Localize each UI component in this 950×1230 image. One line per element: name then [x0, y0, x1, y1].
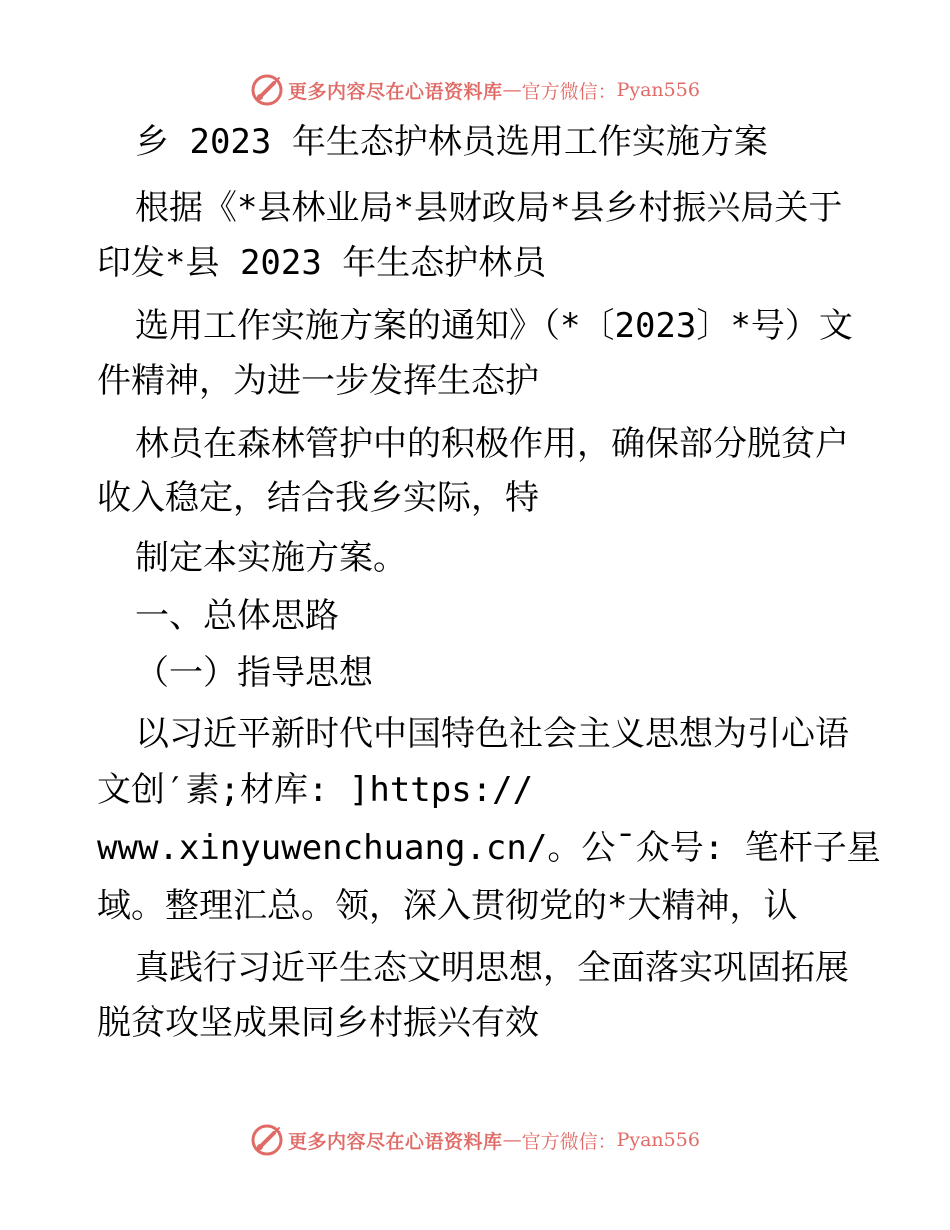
paragraph-line: 收入稳定，结合我乡实际，特 [97, 478, 539, 518]
paragraph-line: 真践行习近平生态文明思想，全面落实巩固拓展 [135, 948, 849, 988]
section-heading: 一、总体思路 [135, 596, 339, 636]
paragraph-line: 域。整理汇总。领，深入贯彻党的*大精神，认 [97, 886, 798, 926]
watermark-wechat-id: Pyan556 [616, 79, 700, 101]
watermark-site-text: 更多内容尽在心语资料库 [288, 80, 503, 103]
subsection-heading: （一）指导思想 [135, 653, 373, 693]
watermark-wechat-label: 官方微信： [521, 80, 617, 103]
paragraph-line: 文创′素;材库: ]https:// [97, 770, 534, 810]
watermark-banner-top [0, 70, 950, 110]
watermark-banner-bottom [0, 1120, 950, 1160]
paragraph-line: 脱贫攻坚成果同乡村振兴有效 [97, 1003, 539, 1043]
watermark-site-text: 更多内容尽在心语资料库 [288, 1130, 503, 1153]
paragraph-line: 以习近平新时代中国特色社会主义思想为引心语 [135, 714, 849, 754]
brush-logo-icon [250, 73, 284, 107]
paragraph-line: 根据《*县林业局*县财政局*县乡村振兴局关于 [135, 188, 843, 228]
paragraph-line: 制定本实施方案。 [135, 538, 407, 578]
paragraph-line: www.xinyuwenchuang.cn/。公¯众号: 笔杆子星 [97, 828, 881, 868]
paragraph-line: 选用工作实施方案的通知》（*〔2023〕*号）文 [135, 306, 853, 346]
paragraph-line: 件精神，为进一步发挥生态护 [97, 361, 539, 401]
watermark-dash: — [502, 79, 522, 101]
brush-logo-icon [250, 1123, 284, 1157]
watermark-wechat-label: 官方微信： [521, 1130, 617, 1153]
paragraph-line: 林员在森林管护中的积极作用，确保部分脱贫户 [135, 424, 849, 464]
document-title: 乡 2023 年生态护林员选用工作实施方案 [135, 122, 768, 162]
paragraph-line: 印发*县 2023 年生态护林员 [97, 243, 547, 283]
watermark-dash: — [502, 1129, 522, 1151]
watermark-wechat-id: Pyan556 [616, 1129, 700, 1151]
